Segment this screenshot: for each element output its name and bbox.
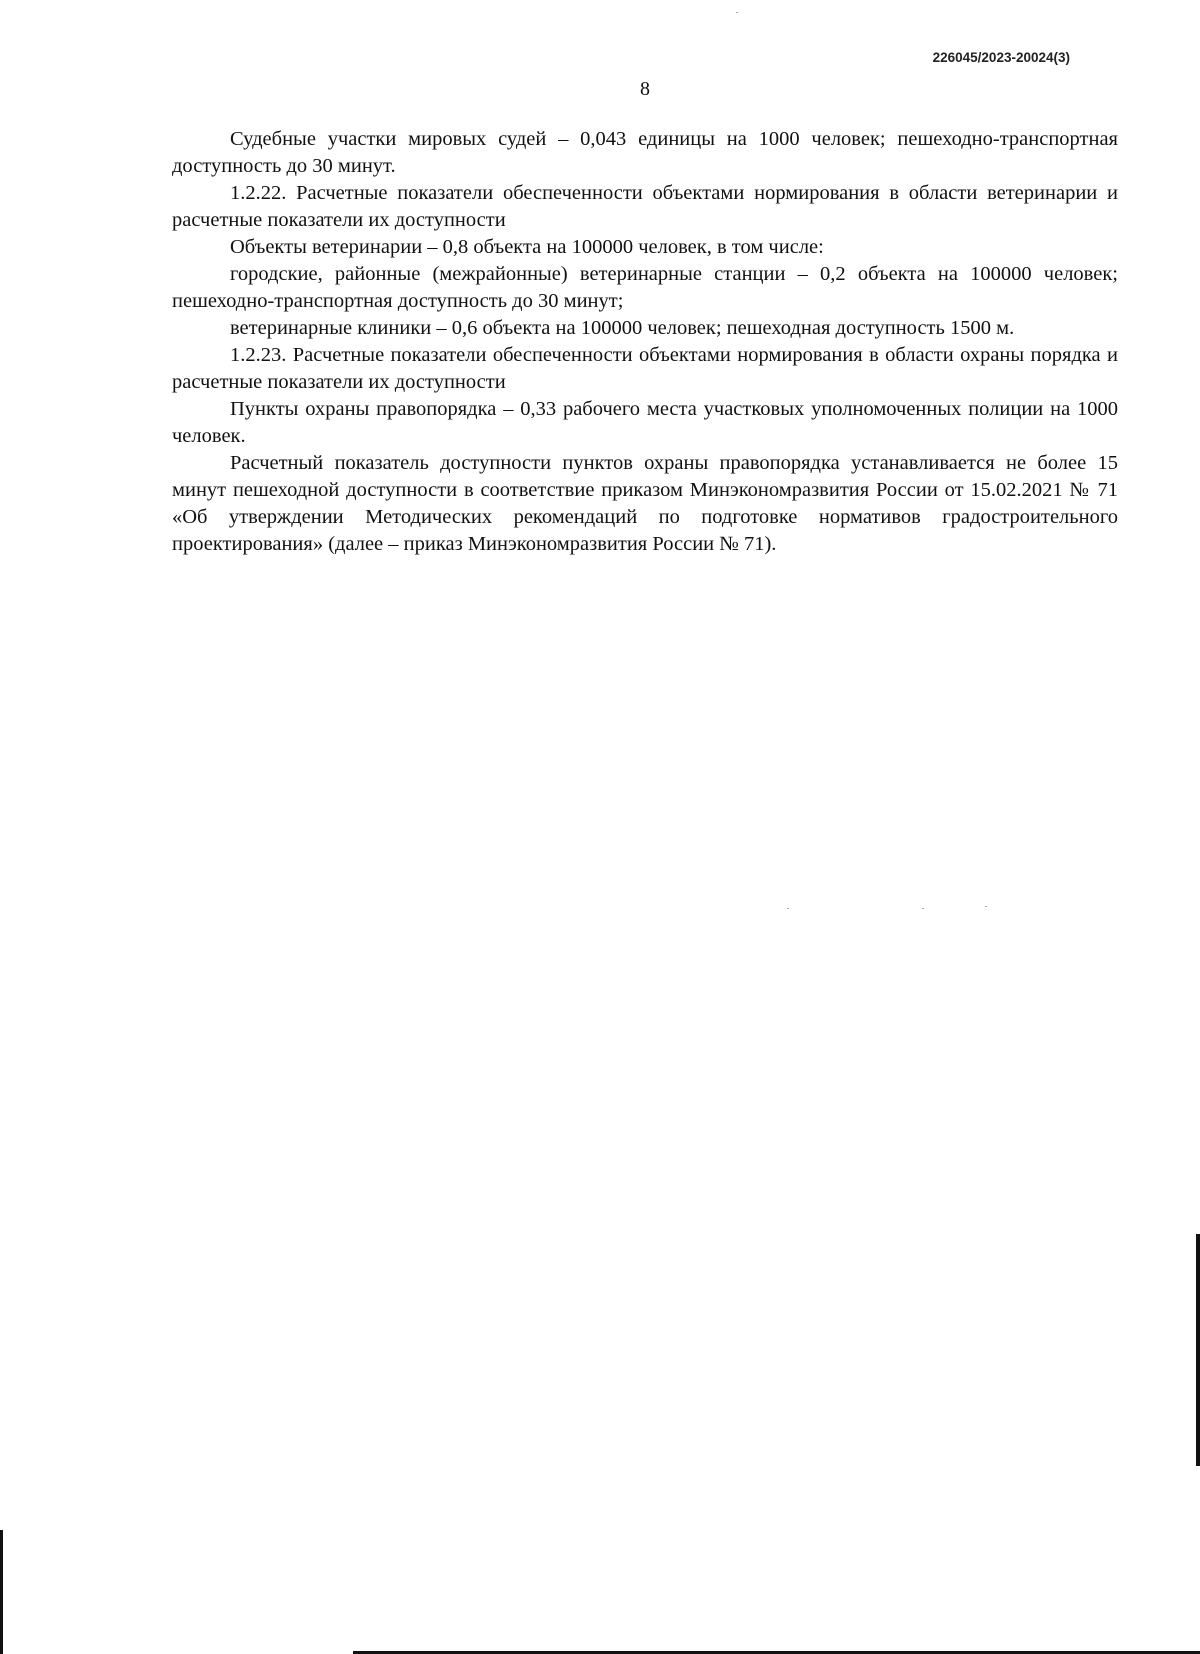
scan-speck [736,12,738,13]
scan-speck [922,908,924,909]
paragraph-veterinary-stations: городские, районные (межрайонные) ветеринарные станции – 0,2 объекта на 100000 человек; пешеходно-транспортная доступность до 30 минут; [172,263,1118,312]
scan-edge-right [1196,1234,1200,1466]
section-heading-1-2-22: 1.2.22. Расчетные показатели обеспеченности объектами нормирования в области ветеринарии и расчетные показатели их доступности [172,182,1118,231]
scan-speck [787,908,789,909]
document-body [172,126,1118,558]
paragraph-veterinary-objects: Объекты ветеринарии – 0,8 объекта на 100000 человек, в том числе: [230,236,824,258]
paragraph-magistrate-courts: Судебные участки мировых судей – 0,043 единицы на 1000 человек; пешеходно-транспортная доступность до 30 минут. [172,128,1118,177]
paragraph-accessibility-indicator: Расчетный показатель доступности пунктов охраны правопорядка устанавливается не более 15 минут пешеходной доступности в соответствие приказом Минэкономразвития России от 15.02.2021 № 71 «Об утверждении Методических рекомендаций по подготовке нормативов градостроительного проектирования» (далее – приказ Минэкономразвития России № 71). [172,452,1118,555]
section-heading-1-2-23: 1.2.23. Расчетные показатели обеспеченности объектами нормирования в области охраны порядка и расчетные показатели их доступности [172,344,1118,393]
document-number: 226045/2023-20024(3) [932,50,1070,65]
paragraph-police-points: Пункты охраны правопорядка – 0,33 рабочего места участковых уполномоченных полиции на 1000 человек. [172,398,1118,447]
page-number: 8 [640,78,650,100]
scan-speck [985,906,987,907]
scan-edge-left [0,1530,3,1654]
paragraph-veterinary-clinics: ветеринарные клиники – 0,6 объекта на 100000 человек; пешеходная доступность 1500 м. [230,317,1015,339]
